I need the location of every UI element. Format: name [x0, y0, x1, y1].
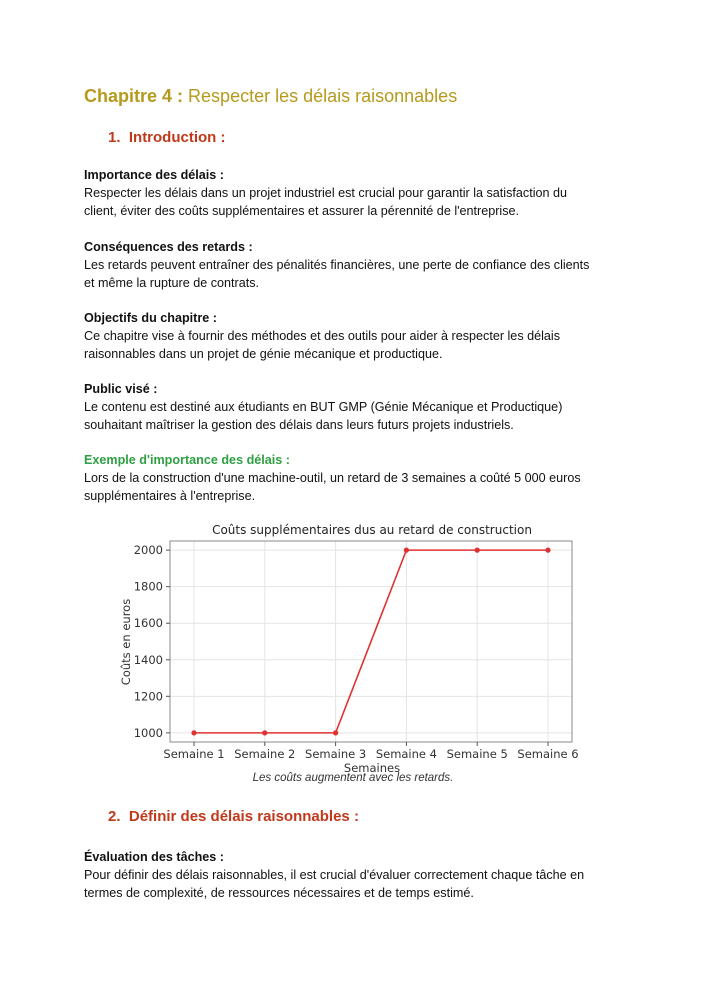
chart-data-point	[333, 730, 338, 735]
paragraph-line: Lors de la construction d'une machine-outil, un retard de 3 semaines a coûté 5 000 euros	[84, 471, 581, 485]
paragraph-importance	[84, 166, 629, 220]
paragraph-line: Ce chapitre vise à fournir des méthodes et des outils pour aider à respecter les délais	[84, 329, 561, 343]
paragraph-line: client, éviter des coûts supplémentaires et assurer la pérennité de l'entreprise.	[84, 204, 520, 218]
chart-x-tick-label: Semaine 4	[375, 747, 437, 761]
chart-y-ticks	[134, 543, 170, 740]
chart-x-ticks	[163, 742, 578, 761]
paragraph-line: Le contenu est destiné aux étudiants en BUT GMP (Génie Mécanique et Productique)	[84, 400, 563, 414]
paragraph-heading: Exemple d'importance des délais :	[84, 453, 290, 467]
paragraph-heading: Public visé :	[84, 382, 158, 396]
section-number: 1.	[108, 129, 121, 146]
chapter-prefix: Chapitre 4 :	[84, 86, 184, 106]
chart-title: Coûts supplémentaires dus au retard de construction	[212, 523, 532, 537]
chart-series-line	[194, 550, 548, 733]
chart-x-tick-label: Semaine 6	[517, 747, 579, 761]
paragraph-line: raisonnables dans un projet de génie mécanique et productique.	[84, 347, 443, 361]
chart-series	[191, 548, 550, 736]
paragraph-line: Pour définir des délais raisonnables, il est crucial d'évaluer correctement chaque tâche en	[84, 868, 585, 882]
chart-x-tick-label: Semaine 2	[234, 747, 296, 761]
paragraph-line: et même la rupture de contrats.	[84, 276, 259, 290]
chart-y-axis-label: Coûts en euros	[119, 598, 133, 686]
paragraph-heading: Conséquences des retards :	[84, 240, 253, 254]
paragraph-heading: Évaluation des tâches :	[84, 850, 224, 864]
section-heading-definir	[108, 808, 359, 825]
chapter-title	[84, 86, 457, 107]
chart-data-point	[404, 548, 409, 553]
paragraph-line: Respecter les délais dans un projet industriel est crucial pour garantir la satisfaction du	[84, 186, 568, 200]
chart-y-tick-label: 2000	[133, 543, 163, 558]
chart-x-tick-label: Semaine 5	[446, 747, 508, 761]
section-label: Définir des délais raisonnables :	[128, 808, 359, 825]
chart-data-point	[475, 548, 480, 553]
paragraph-objectifs	[84, 309, 629, 363]
paragraph-line: souhaitant maîtriser la gestion des délais dans leurs futurs projets industriels.	[84, 418, 514, 432]
paragraph-line: supplémentaires à l'entreprise.	[84, 489, 256, 503]
paragraph-public	[84, 380, 629, 434]
chart-data-point	[545, 548, 550, 553]
chart-y-tick-label: 1200	[133, 689, 163, 704]
chart-y-tick-label: 1000	[133, 725, 163, 740]
chart-y-tick-label: 1800	[133, 579, 163, 594]
chart-data-point	[191, 730, 196, 735]
chart-x-tick-label: Semaine 3	[305, 747, 367, 761]
chapter-title-text: Respecter les délais raisonnables	[188, 86, 458, 106]
paragraph-line: Les retards peuvent entraîner des pénalités financières, une perte de confiance des clients	[84, 258, 590, 272]
chart-data-point	[262, 730, 267, 735]
paragraph-evaluation	[84, 848, 629, 902]
cost-chart	[112, 520, 592, 792]
chart-y-tick-label: 1600	[133, 616, 163, 631]
chart-caption: Les coûts augmentent avec les retards.	[252, 772, 454, 784]
paragraph-heading: Objectifs du chapitre :	[84, 311, 217, 325]
cost-chart-svg	[112, 520, 592, 780]
section-heading-introduction	[108, 129, 226, 146]
section-number: 2.	[108, 808, 121, 825]
paragraph-consequences	[84, 238, 629, 292]
chart-y-tick-label: 1400	[133, 652, 163, 667]
paragraph-heading: Importance des délais :	[84, 168, 224, 182]
chart-x-tick-label: Semaine 1	[163, 747, 225, 761]
paragraph-line: termes de complexité, de ressources nécessaires et de temps estimé.	[84, 886, 474, 900]
section-label: Introduction :	[128, 129, 226, 146]
paragraph-exemple	[84, 451, 629, 505]
chart-x-axis-label: Semaines	[343, 761, 401, 775]
